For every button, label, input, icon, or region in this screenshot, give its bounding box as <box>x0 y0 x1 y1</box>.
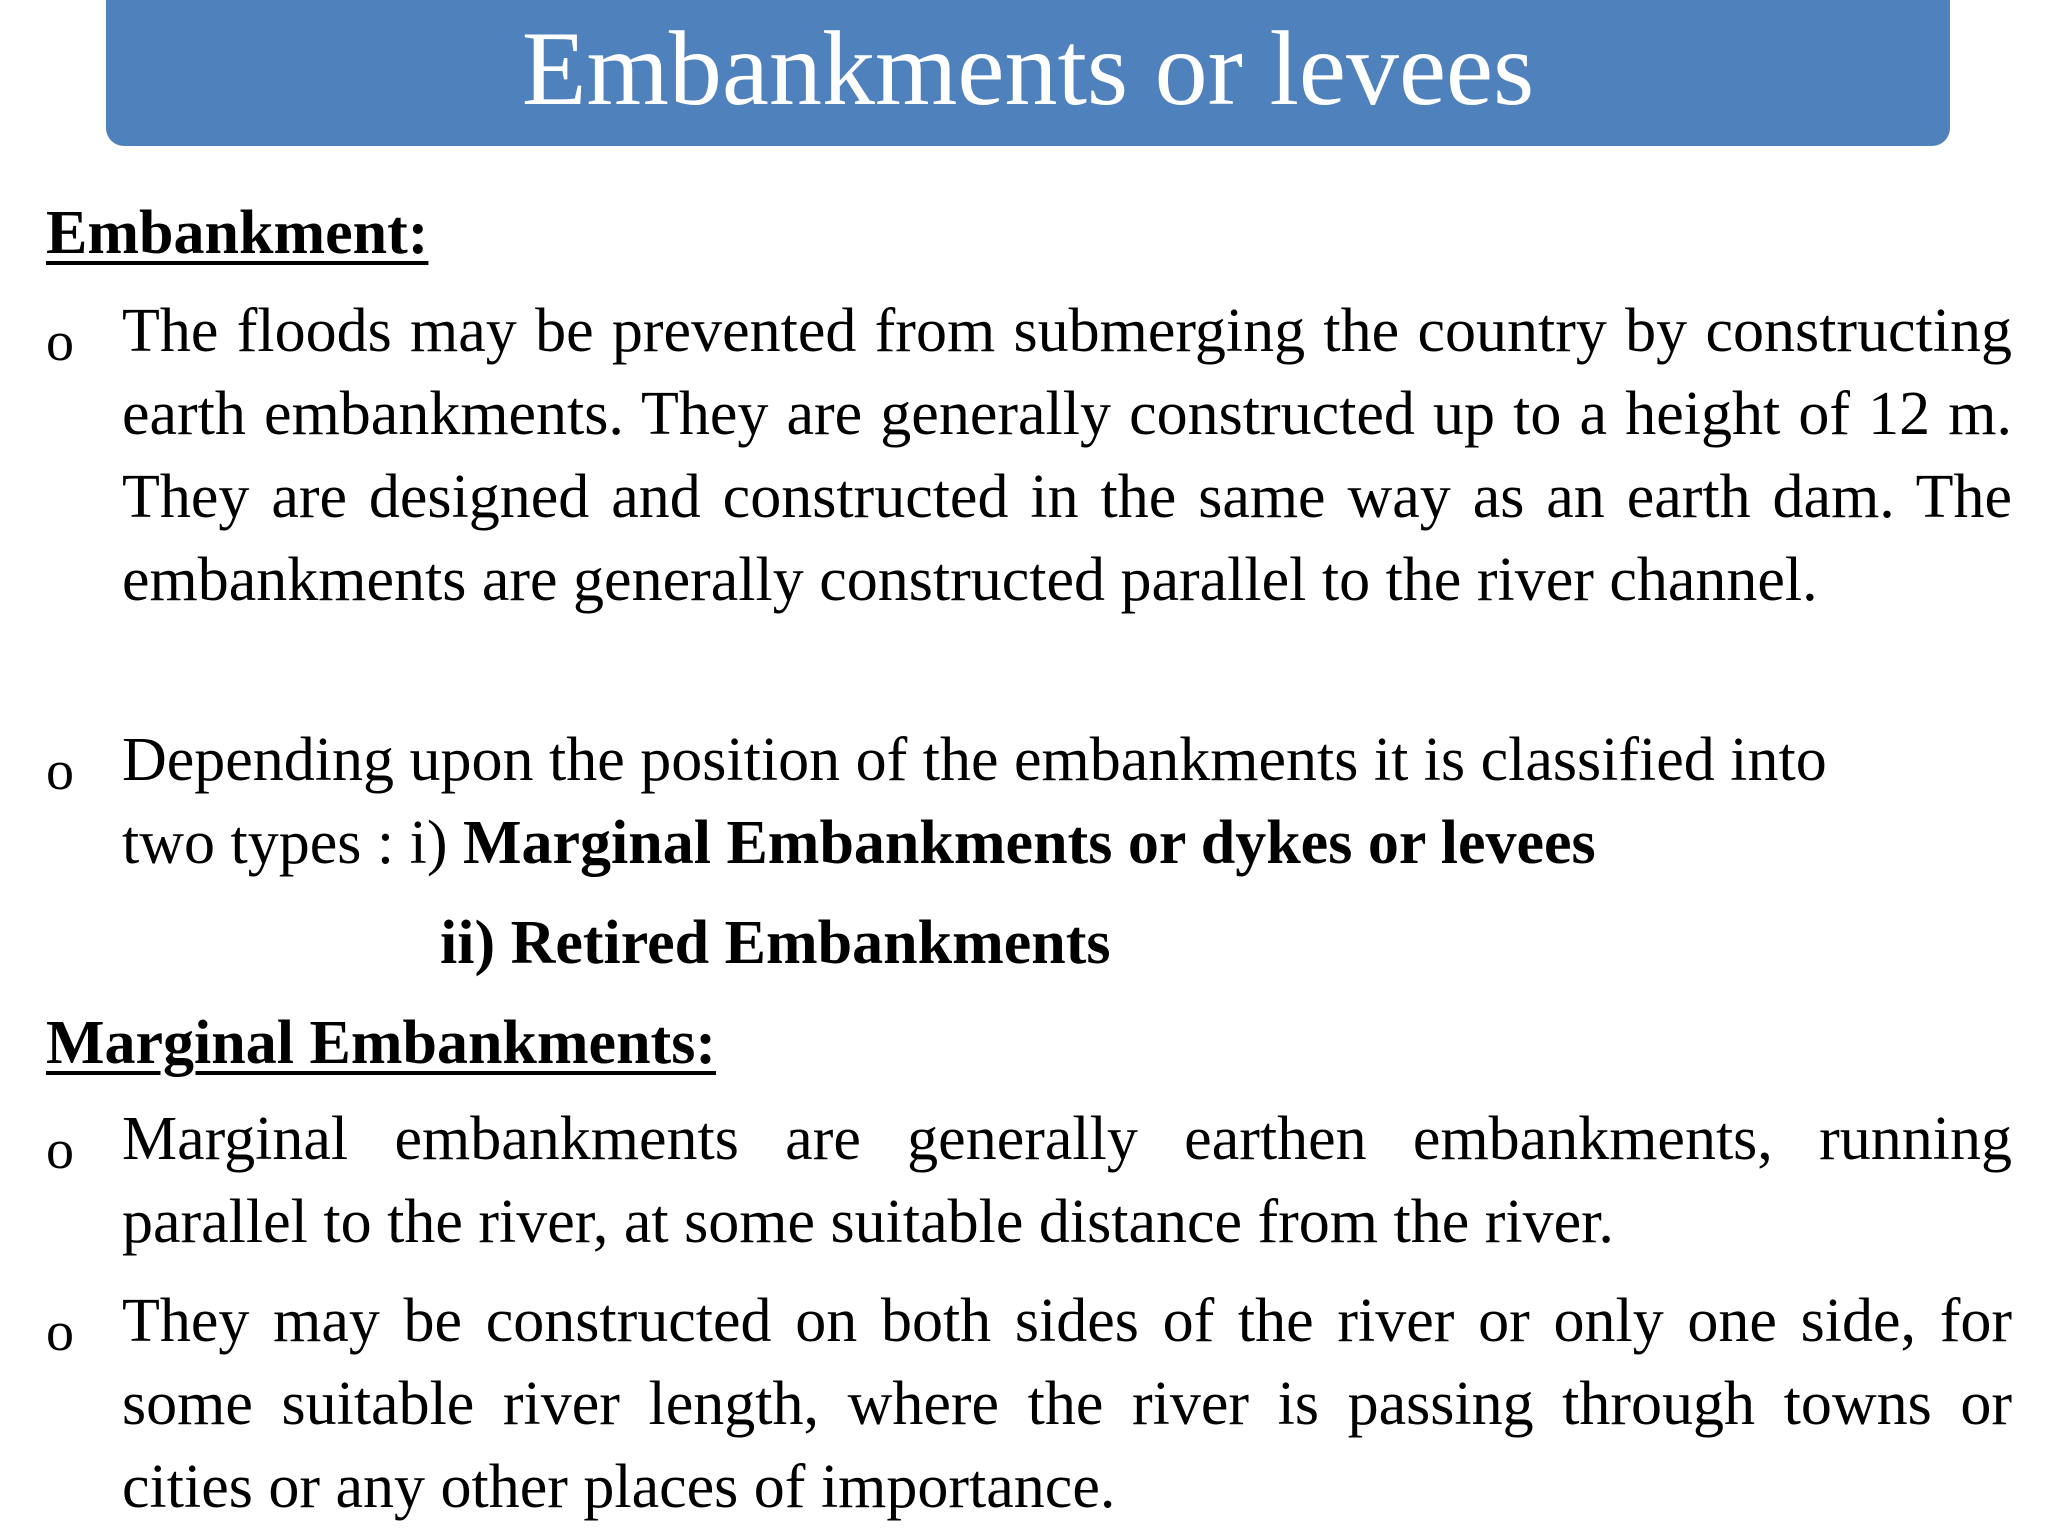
marginal-embankments-heading: Marginal Embankments: <box>46 1009 716 1077</box>
embankment-types-line <box>122 802 1596 885</box>
slide-title: Embankments or levees <box>521 10 1535 127</box>
bullet-marker: o <box>46 740 74 802</box>
embankment-bullet-1: The floods may be prevented from submerging the country by constructing earth embankments. They are generally constructed up to a height of 12 m. They are designed and constructed in the same way as an earth dam. The embankments are generally constructed parallel to the river channel. <box>122 297 2012 614</box>
type-retired: ii) Retired Embankments <box>440 909 1111 977</box>
marginal-bullet-2: They may be constructed on both sides of the river or only one side, for some suitable river length, where the river is passing through towns or cities or any other places of importance. <box>122 1287 2012 1521</box>
types-prefix: two types : i) <box>122 809 463 877</box>
embankment-heading: Embankment: <box>46 199 429 267</box>
bullet-marker: o <box>46 1301 74 1363</box>
title-bar <box>106 0 1950 146</box>
bullet-marker: o <box>46 1119 74 1181</box>
embankment-bullet-2-line1: Depending upon the position of the embankments it is classified into <box>122 726 1827 794</box>
type-marginal: Marginal Embankments or dykes or levees <box>462 809 1596 877</box>
marginal-bullet-1: Marginal embankments are generally earthen embankments, running parallel to the river, at some suitable distance from the river. <box>122 1105 2012 1256</box>
bullet-marker: o <box>46 311 74 373</box>
